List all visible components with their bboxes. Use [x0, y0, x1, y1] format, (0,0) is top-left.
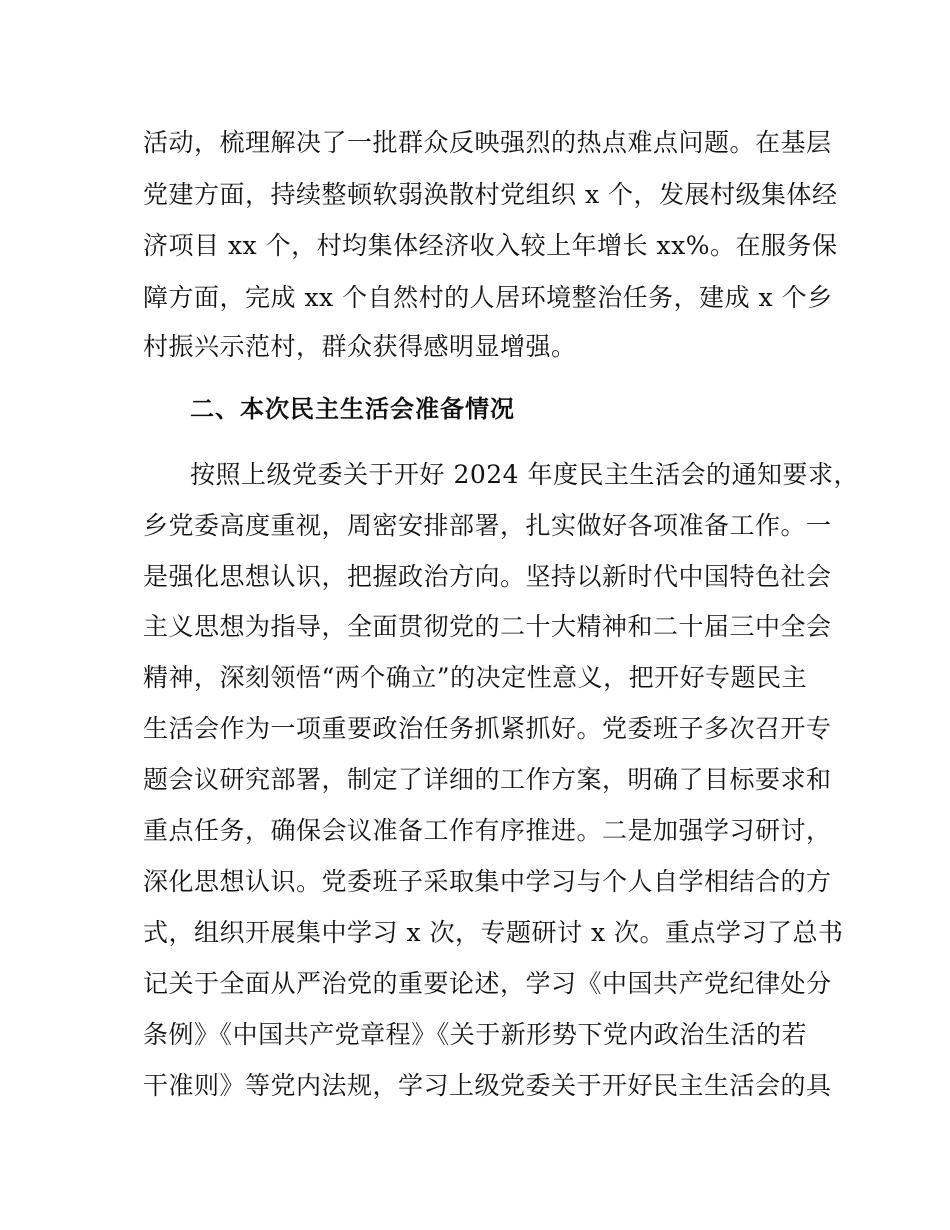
paragraph-2-line-10: 式，组织开展集中学习 x 次，专题研讨 x 次。重点学习了总书 [143, 918, 844, 947]
paragraph-2-line-5: 精神，深刻领悟“两个确立”的决定性意义，把开好专题民主 [143, 663, 808, 692]
paragraph-2-line-13: 干准则》等党内法规，学习上级党委关于开好民主生活会的具 [143, 1071, 832, 1100]
paragraph-1-line-5: 村振兴示范村，群众获得感明显增强。 [143, 332, 577, 361]
paragraph-2-line-3: 是强化思想认识，把握政治方向。坚持以新时代中国特色社会 [143, 562, 832, 591]
paragraph-2-line-4: 主义思想为指导，全面贯彻党的二十大精神和二十届三中全会 [143, 612, 832, 641]
paragraph-1-line-4: 障方面，完成 xx 个自然村的人居环境整治任务，建成 x 个乡 [143, 283, 833, 312]
paragraph-2-line-11: 记关于全面从严治党的重要论述，学习《中国共产党纪律处分 [143, 969, 832, 998]
section-heading: 二、本次民主生活会准备情况 [190, 395, 515, 423]
paragraph-2-line-2: 乡党委高度重视，周密安排部署，扎实做好各项准备工作。一 [143, 511, 832, 540]
paragraph-2-line-8: 重点任务，确保会议准备工作有序推进。二是加强学习研讨， [143, 816, 832, 845]
paragraph-1-line-1: 活动，梳理解决了一批群众反映强烈的热点难点问题。在基层 [143, 128, 832, 157]
paragraph-2-line-1: 按照上级党委关于开好 2024 年度民主生活会的通知要求， [190, 460, 860, 489]
paragraph-1-line-2: 党建方面，持续整顿软弱涣散村党组织 x 个，发展村级集体经 [143, 180, 838, 209]
paragraph-2-line-9: 深化思想认识。党委班子采取集中学习与个人自学相结合的方 [143, 867, 832, 896]
paragraph-2-line-7: 题会议研究部署，制定了详细的工作方案，明确了目标要求和 [143, 765, 832, 794]
paragraph-1-line-3: 济项目 xx 个，村均集体经济收入较上年增长 xx%。在服务保 [143, 231, 838, 260]
paragraph-2-line-6: 生活会作为一项重要政治任务抓紧抓好。党委班子多次召开专 [143, 714, 832, 743]
paragraph-2-line-12: 条例》《中国共产党章程》《关于新形势下党内政治生活的若 [143, 1020, 807, 1049]
